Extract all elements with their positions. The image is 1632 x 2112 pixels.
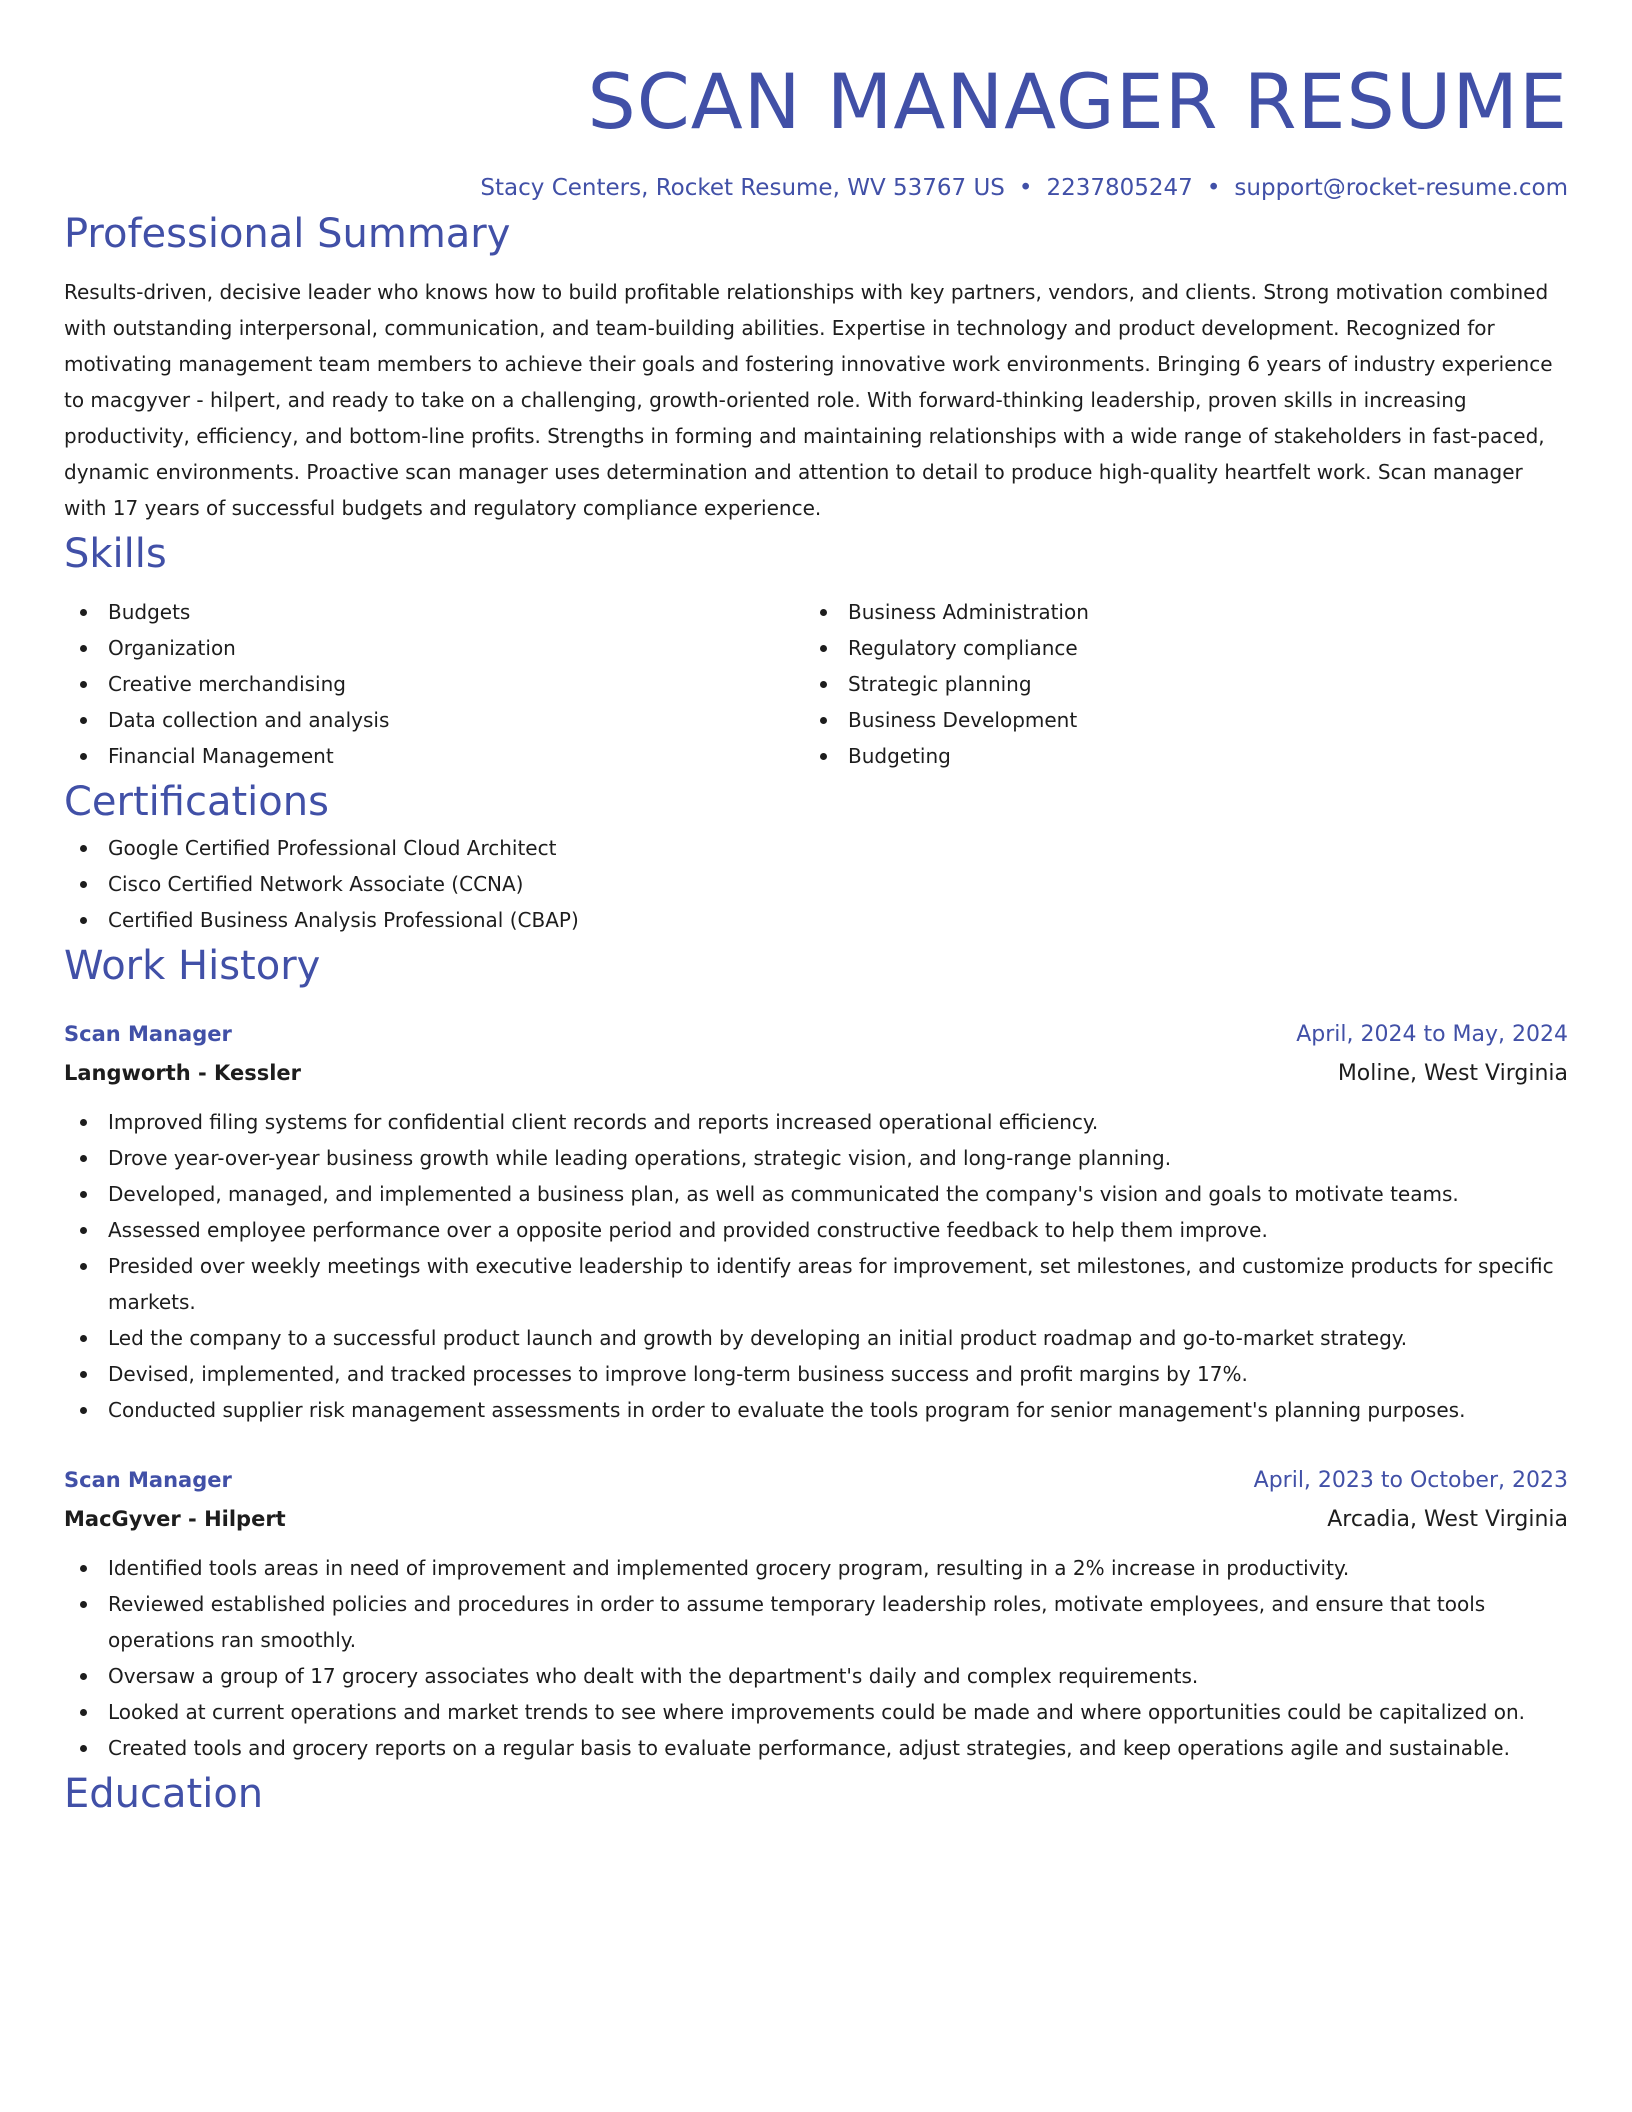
skill-item: Financial Management <box>64 738 804 774</box>
job-bullet: Looked at current operations and market trends to see where improvements could be made and where opportunities could be capitalized on. <box>64 1694 1568 1730</box>
job-bullets <box>64 1104 1568 1428</box>
education-heading: Education <box>64 1771 264 1817</box>
job-entry <box>64 1462 1568 1766</box>
skill-item: Business Development <box>804 702 1544 738</box>
job-bullet: Devised, implemented, and tracked processes to improve long-term business success and profit margins by 17%. <box>64 1356 1568 1392</box>
job-bullet: Developed, managed, and implemented a business plan, as well as communicated the company's vision and goals to motivate teams. <box>64 1176 1568 1212</box>
skill-item: Business Administration <box>804 594 1544 630</box>
job-bullet: Created tools and grocery reports on a regular basis to evaluate performance, adjust strategies, and keep operations agile and sustainable. <box>64 1730 1568 1766</box>
job-company-row <box>64 1499 1568 1540</box>
job-location: Moline, West Virginia <box>1337 1061 1568 1086</box>
job-bullet: Assessed employee performance over a opposite period and provided constructive feedback to help them improve. <box>64 1212 1568 1248</box>
job-entry <box>64 1016 1568 1428</box>
skills-column-right <box>804 594 1544 774</box>
certifications-list <box>64 830 1568 938</box>
skill-item: Data collection and analysis <box>64 702 804 738</box>
contact-address: Stacy Centers, Rocket Resume, WV 53767 US <box>480 175 1005 201</box>
job-title-row <box>64 1016 1568 1053</box>
job-title: Scan Manager <box>64 1022 232 1046</box>
certification-item: Certified Business Analysis Professional (CBAP) <box>64 902 1568 938</box>
skill-item: Creative merchandising <box>64 666 804 702</box>
contact-line <box>64 170 1568 206</box>
job-bullet: Reviewed established policies and procedures in order to assume temporary leadership roles, motivate employees, and ensure that tools operations ran smoothly. <box>64 1586 1568 1658</box>
certifications-heading: Certifications <box>64 779 329 825</box>
job-bullet: Drove year-over-year business growth while leading operations, strategic vision, and long-range planning. <box>64 1140 1568 1176</box>
job-dates: April, 2024 to May, 2024 <box>1296 1022 1568 1047</box>
job-bullet: Improved filing systems for confidential client records and reports increased operational efficiency. <box>64 1104 1568 1140</box>
skill-item: Strategic planning <box>804 666 1544 702</box>
job-bullet: Led the company to a successful product launch and growth by developing an initial product roadmap and go-to-market strategy. <box>64 1320 1568 1356</box>
certification-item: Cisco Certified Network Associate (CCNA) <box>64 866 1568 902</box>
resume-title: SCAN MANAGER RESUME <box>587 57 1568 146</box>
job-company: MacGyver - Hilpert <box>64 1507 286 1531</box>
skills-column-left <box>64 594 804 774</box>
job-dates: April, 2023 to October, 2023 <box>1253 1468 1568 1493</box>
skill-item: Budgeting <box>804 738 1544 774</box>
job-company-row <box>64 1053 1568 1094</box>
job-bullet: Presided over weekly meetings with executive leadership to identify areas for improvement, set milestones, and customize products for specific markets. <box>64 1248 1568 1320</box>
job-company: Langworth - Kessler <box>64 1061 301 1085</box>
job-bullets <box>64 1550 1568 1766</box>
certification-item: Google Certified Professional Cloud Architect <box>64 830 1568 866</box>
contact-email[interactable]: support@rocket-resume.com <box>1234 175 1568 201</box>
skill-item: Organization <box>64 630 804 666</box>
contact-separator: • <box>1018 175 1033 201</box>
job-bullet: Oversaw a group of 17 grocery associates who dealt with the department's daily and complex requirements. <box>64 1658 1568 1694</box>
job-bullet: Conducted supplier risk management assessments in order to evaluate the tools program for senior management's planning purposes. <box>64 1392 1568 1428</box>
skills-list <box>64 594 1568 774</box>
job-location: Arcadia, West Virginia <box>1327 1507 1568 1532</box>
skills-heading: Skills <box>64 531 167 577</box>
skill-item: Regulatory compliance <box>804 630 1544 666</box>
summary-heading: Professional Summary <box>64 211 511 257</box>
work-history-heading: Work History <box>64 943 321 989</box>
job-title-row <box>64 1462 1568 1499</box>
contact-separator: • <box>1206 175 1221 201</box>
summary-text: Results-driven, decisive leader who knows how to build profitable relationships with key partners, vendors, and clients. Strong motivation combined with outstanding interpersonal, communication, and team-building abilities. Expertise in technology and product development. Recognized for motivating management team members to achieve their goals and fostering innovative work environments. Bringing 6 years of industry experience to macgyver - hilpert, and ready to take on a challenging, growth-oriented role. With forward-thinking leadership, proven skills in increasing productivity, efficiency, and bottom-line profits. Strengths in forming and maintaining relationships with a wide range of stakeholders in fast-paced, dynamic environments. Proactive scan manager uses determination and attention to detail to produce high-quality heartfelt work. Scan manager with 17 years of successful budgets and regulatory compliance experience. <box>64 280 1553 520</box>
resume-header <box>64 0 1568 206</box>
job-title: Scan Manager <box>64 1468 232 1492</box>
skill-item: Budgets <box>64 594 804 630</box>
contact-phone: 2237805247 <box>1046 175 1193 201</box>
job-bullet: Identified tools areas in need of improvement and implemented grocery program, resulting in a 2% increase in productivity. <box>64 1550 1568 1586</box>
